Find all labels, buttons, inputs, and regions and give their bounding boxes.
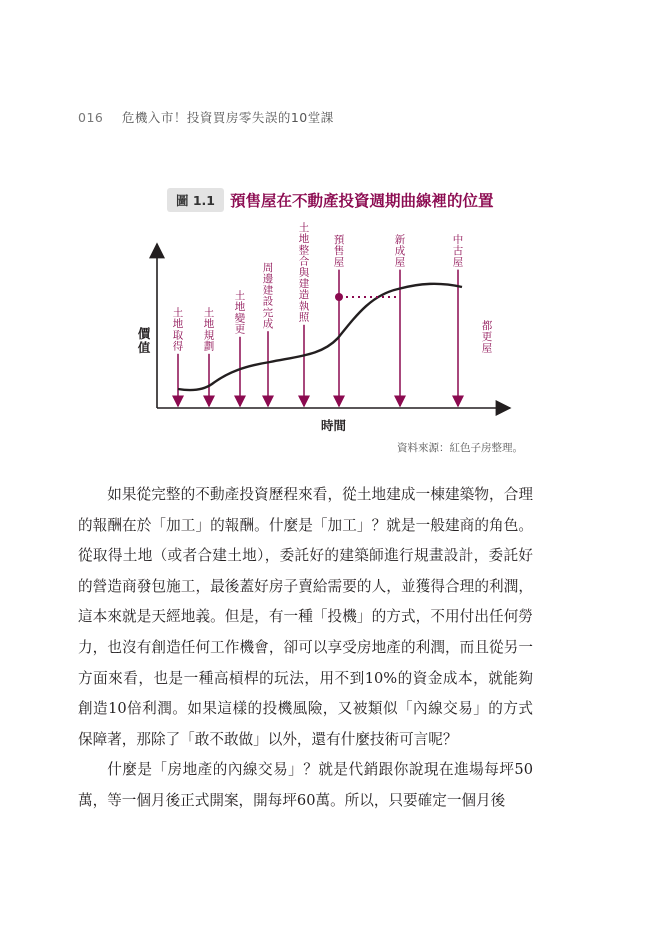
presale-point	[335, 293, 343, 301]
stage-label: 土地整合與建造執照	[298, 222, 310, 324]
stage-label: 中古屋	[452, 234, 464, 269]
figure-label: 圖 1.1	[167, 188, 224, 212]
figure-source: 資料來源：紅色子房整理。	[397, 442, 523, 454]
figure-title: 預售屋在不動產投資週期曲線裡的位置	[230, 191, 494, 210]
stage-label: 都更屋	[481, 320, 493, 355]
stage-arrows	[178, 270, 458, 406]
paragraph-2: 什麼是「房地產的內線交易」？就是代銷跟你說現在進場每坪50萬，等一個月後正式開案，開每坪60萬。所以，只要確定一個月後	[78, 761, 533, 809]
paragraph-1: 如果從完整的不動產投資歷程來看，從土地建成一棟建築物，合理的報酬在於「加工」的報酬。什麼是「加工」？就是一般建商的角色。從取得土地（或者合建土地），委託好的建築師進行規畫設計，委託好的營造商發包施工，最後蓋好房子賣給需要的人，並獲得合理的利潤，這本來就是天經地義。但是，有一種「投機」的方式，不用付出任何勞力，也沒有創造任何工作機會，卻可以享受房地產的利潤，而且從另一方面來看，也是一種高槓桿的玩法，用不到10%的資金成本，就能夠創造10倍利潤。如果這樣的投機風險，又被類似「內線交易」的方式保障著，那除了「敢不敢做」以外，還有什麼技術可言呢？	[78, 486, 533, 748]
value-curve	[178, 284, 462, 390]
book-title: 危機入市！投資買房零失誤的10堂課	[121, 110, 334, 125]
stage-label: 土地變更	[234, 290, 246, 336]
stage-labels	[173, 221, 493, 354]
stage-label: 新成屋	[394, 234, 406, 269]
stage-label: 土地取得	[172, 307, 184, 353]
stage-label: 預售屋	[333, 234, 345, 269]
page-number: 016	[78, 110, 104, 125]
y-axis-label: 價值	[137, 326, 151, 355]
x-axis-label: 時間	[321, 418, 347, 433]
stage-label: 周邊建設完成	[262, 262, 274, 330]
body-text	[78, 480, 533, 817]
stage-label: 土地規劃	[203, 307, 215, 353]
